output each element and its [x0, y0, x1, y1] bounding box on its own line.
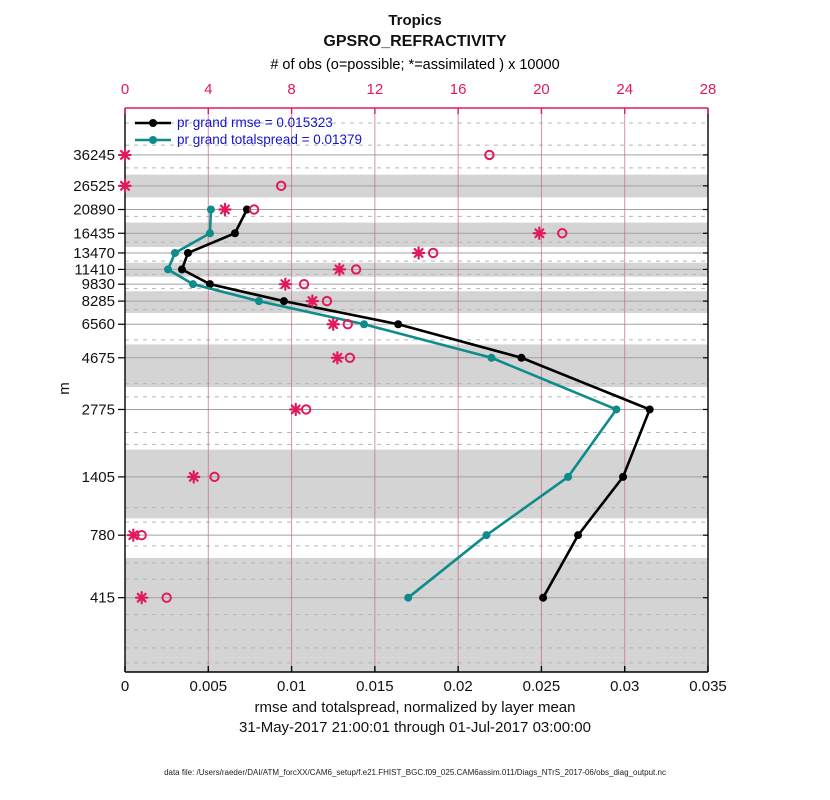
top-axis-tick-label: 20	[533, 81, 550, 98]
rmse-point	[231, 229, 239, 237]
totalspread-point	[255, 297, 263, 305]
bottom-axis-tick-label: 0.03	[610, 678, 640, 695]
x-axis-label: rmse and totalspread, normalized by layer mean	[254, 699, 576, 716]
legend-item-totalspread	[134, 131, 362, 148]
bottom-axis-tick-label: 0.015	[356, 678, 394, 695]
layer-band	[125, 344, 708, 387]
y-axis-label: m	[55, 382, 73, 395]
obs-assimilated-marker	[534, 228, 545, 239]
legend-label-rmse: pr grand rmse = 0.015323	[177, 115, 333, 130]
totalspread-point	[206, 229, 214, 237]
y-axis-tick-label: 6560	[81, 316, 115, 334]
top-axis-tick-label: 4	[204, 81, 213, 98]
top-axis-tick-label: 12	[366, 81, 384, 98]
rmse-point	[574, 531, 582, 539]
obs-assimilated-marker	[290, 404, 301, 415]
legend-label-totalspread: pr grand totalspread = 0.01379	[177, 132, 363, 147]
bottom-axis-tick-label: 0.025	[522, 678, 561, 695]
y-axis-tick-label: 26525	[73, 177, 115, 195]
top-axis-tick-label: 28	[699, 81, 717, 98]
obs-assimilated-marker	[128, 530, 139, 541]
totalspread-point	[564, 473, 572, 481]
top-axis-tick-label: 16	[449, 81, 467, 98]
rmse-point	[539, 594, 547, 602]
obs-assimilated-marker	[413, 247, 424, 258]
totalspread-point	[404, 594, 412, 602]
rmse-point	[619, 473, 627, 481]
y-axis-tick-label: 9830	[81, 276, 115, 294]
data-file-footer: data file: /Users/raeder/DAI/ATM_forcXX/CAM6_setup/f.e21.FHIST_BGC.f09_025.CAM6assim.011/Diags_NTrS_2017-06/obs_diag_output.nc	[164, 768, 666, 777]
legend	[134, 114, 362, 148]
chart-title-region: Tropics	[388, 12, 442, 29]
bottom-axis-tick-label: 0.02	[443, 678, 473, 695]
y-axis-tick-label: 13470	[73, 244, 115, 262]
y-axis-tick-label: 20890	[73, 201, 115, 219]
y-axis-tick-label: 2775	[81, 401, 115, 419]
rmse-point	[646, 405, 654, 413]
y-axis-tick-label: 16435	[73, 225, 115, 243]
totalspread-point	[171, 249, 179, 257]
totalspread-point	[189, 280, 197, 288]
top-axis-tick-label: 24	[616, 81, 634, 98]
y-axis-tick-label: 36245	[73, 146, 115, 164]
top-axis-tick-label: 0	[120, 81, 130, 98]
y-axis-tick-label: 415	[89, 589, 115, 607]
rmse-point	[517, 354, 525, 362]
y-axis-tick-label: 8285	[81, 293, 115, 311]
rmse-line-sample-icon	[134, 117, 172, 129]
rmse-point	[184, 249, 192, 257]
chart-title-variable: GPSRO_REFRACTIVITY	[323, 33, 507, 50]
bottom-axis-tick-label: 0.005	[189, 678, 228, 695]
totalspread-point	[482, 531, 490, 539]
obs-assimilated-marker	[334, 264, 345, 275]
obs-assimilated-marker	[119, 149, 130, 160]
obs-assimilated-marker	[136, 592, 147, 603]
rmse-point	[178, 265, 186, 273]
y-axis-tick-label: 780	[89, 527, 115, 545]
y-axis-tick-label: 4675	[81, 349, 115, 367]
rmse-point	[280, 297, 288, 305]
totalspread-point	[487, 354, 495, 362]
totalspread-point	[612, 405, 620, 413]
y-axis-tick-label: 11410	[74, 261, 115, 279]
top-axis-tick-label: 8	[287, 81, 296, 98]
obs-assimilated-marker	[307, 296, 318, 307]
rmse-point	[394, 320, 402, 328]
totalspread-point	[360, 320, 368, 328]
top-axis-label: # of obs (o=possible; *=assimilated ) x 10000	[270, 57, 560, 73]
totalspread-line-sample-icon	[134, 134, 172, 146]
bottom-axis-tick-label: 0.01	[276, 678, 307, 695]
obs-assimilated-marker	[328, 319, 339, 330]
y-axis-tick-label: 1405	[81, 468, 115, 486]
legend-item-rmse	[134, 114, 362, 131]
totalspread-point	[207, 205, 215, 213]
bottom-axis-tick-label: 0.035	[689, 678, 727, 695]
obs-assimilated-marker	[188, 471, 199, 482]
bottom-axis-tick-label: 0	[120, 678, 130, 695]
obs-assimilated-marker	[332, 352, 343, 363]
timespan-label: 31-May-2017 21:00:01 through 01-Jul-2017 03:00:00	[239, 719, 591, 736]
obs-assimilated-marker	[219, 204, 230, 215]
totalspread-point	[164, 265, 172, 273]
obs-assimilated-marker	[119, 180, 130, 191]
obs-assimilated-marker	[280, 279, 291, 290]
